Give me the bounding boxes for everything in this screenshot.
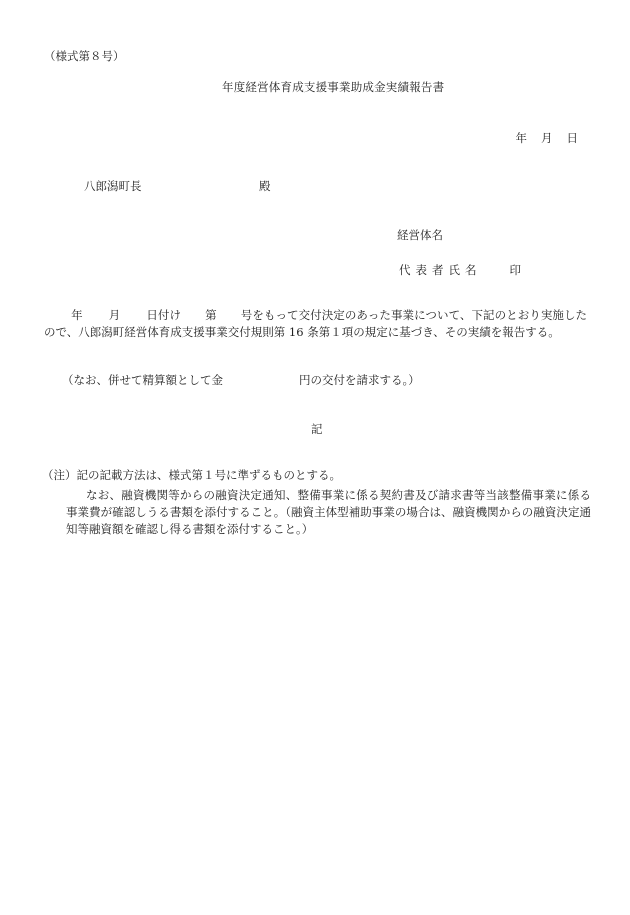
report-body-paragraph (44, 307, 587, 341)
form-number: （様式第８号） (44, 49, 125, 63)
claim-line (62, 375, 420, 387)
representative-label: 代表者氏名 (399, 263, 482, 277)
date-year: 年 (515, 131, 527, 145)
note-line-2: なお、融資機関等からの融資決定通知、整備事業に係る契約書及び請求書等当該整備事業に係る事業費が確認しうる書類を添付すること。（融資主体型補助事業の場合は、融資機関からの融資決定通知等融資額を確認し得る書類を添付すること。） (66, 488, 591, 536)
date-month: 月 (541, 131, 553, 145)
representative-line (399, 265, 521, 277)
seal-mark: 印 (509, 263, 521, 277)
claim-before: （なお、併せて精算額として金 (62, 373, 223, 387)
body-text: 号をもって交付決定のあった事業について、下記のとおり実施したので、八郎潟町経営体育成支援事業交付規則第 16 条第１項の規定に基づき、その実績を報告する。 (44, 308, 588, 339)
ki-heading: 記 (311, 422, 323, 436)
organization-label: 経営体名 (397, 228, 443, 242)
body-number-prefix: 第 (205, 308, 217, 322)
document-title: 年度経営体育成支援事業助成金実績報告書 (222, 80, 445, 94)
honorific: 殿 (259, 179, 271, 193)
addressee: 八郎潟町長 (84, 179, 142, 193)
body-year: 年 (71, 308, 83, 322)
body-month: 月 (108, 308, 121, 322)
body-day: 日付け (146, 308, 182, 322)
report-date (516, 133, 579, 145)
note-line-1: （注）記の記載方法は、様式第１号に準ずるものとする。 (42, 468, 341, 482)
claim-after: 円の交付を請求する。） (299, 373, 420, 387)
date-day: 日 (566, 131, 578, 145)
